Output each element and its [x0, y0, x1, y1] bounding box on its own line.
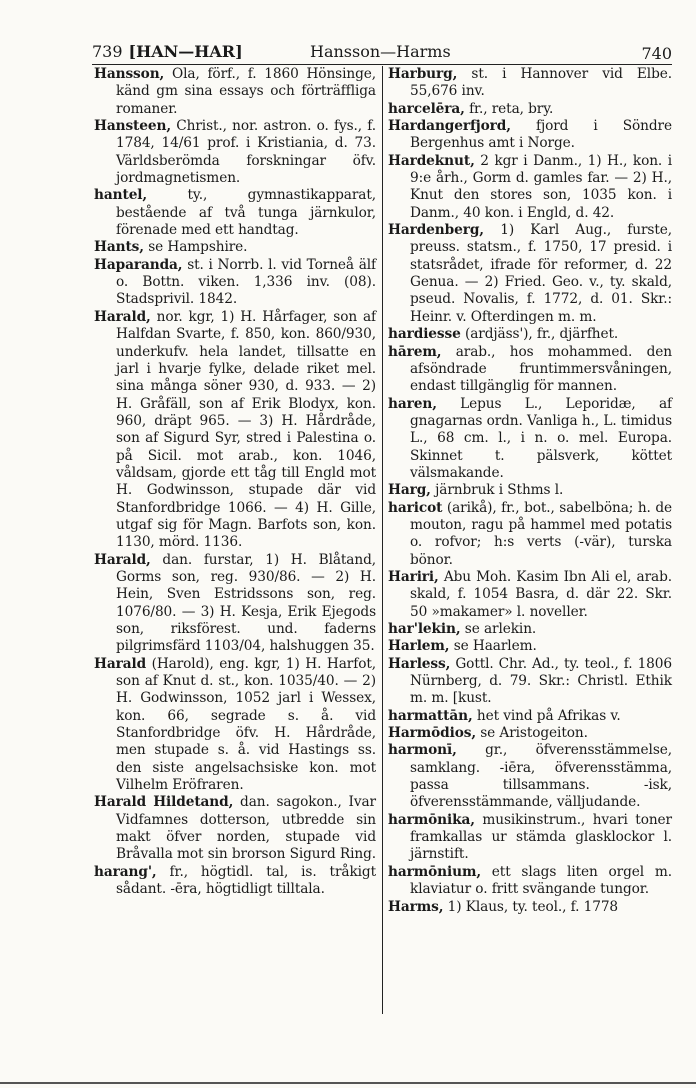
entry-harang: [94, 864, 376, 899]
definition: se Hampshire.: [143, 239, 248, 256]
headword: harmattān,: [388, 707, 473, 724]
entry-hardenberg: [388, 222, 672, 326]
definition: Christ., nor. astron. o. fys., f. 1784, 14/61 prof. i Kristiania, d. 73. Världsberömda forskningar öfv. jordmagnetismen.: [116, 118, 376, 187]
entry-harlekin: [388, 621, 672, 638]
entry-harald-hildetand: [94, 794, 376, 863]
headword: Harless,: [388, 655, 451, 672]
header-rule: [92, 64, 672, 65]
entry-harald-dan: [94, 552, 376, 656]
entry-haricot: [388, 500, 672, 569]
entry-harald-nor: [94, 309, 376, 552]
entry-harburg: [388, 66, 672, 101]
entry-hansson: [94, 66, 376, 118]
definition: järnbruk i Sthms l.: [430, 482, 564, 499]
definition: se Haarlem.: [449, 638, 537, 655]
entry-harmoni: [388, 742, 672, 811]
headword: Harms,: [388, 898, 444, 915]
definition: se arlekin.: [460, 621, 537, 637]
definition: dan. furstar, 1) H. Blåtand, Gorms son, reg. 930/86. — 2) H. Hein, Sven Estridssons son, reg. 1076/80. — 3) H. Kesja, Erik Ejegods son, riksförest. und. faderns pilgrimsfärd 1103/04, halshuggen 35.: [116, 551, 376, 655]
entry-harald-eng: [94, 656, 376, 795]
definition: ett slags liten orgel m. klaviatur o. fritt svängande tungor.: [410, 863, 672, 898]
headword: harcelēra,: [388, 100, 465, 117]
page-header: [92, 38, 672, 66]
headword: Hardenberg,: [388, 222, 484, 239]
entry-harmattan: [388, 708, 672, 725]
headword: Hardeknut,: [388, 152, 475, 169]
guide-words: [HAN—HAR]: [128, 42, 243, 61]
definition: (ardjäss'), fr., djärfhet.: [460, 326, 619, 343]
entry-hariri: [388, 569, 672, 621]
headword: Harlem,: [388, 638, 450, 655]
headword: har'lekin,: [388, 621, 461, 637]
page-number-left: 739: [92, 42, 123, 61]
definition: st. i Norrb. l. vid Torneå älf o. Bottn. viken. 1,336 inv. (08). Stadsprivil. 1842.: [116, 256, 376, 308]
entry-hardangerfjord: [388, 118, 672, 153]
definition: dan. sagokon., Ivar Vidfamnes dotterson, utbredde sin makt öfver norden, stupade vid Bråvalla mot sin brorson Sigurd Ring.: [116, 794, 376, 863]
entry-harless: [388, 656, 672, 708]
right-column: [388, 66, 672, 916]
definition: arab., hos mohammed. den afsöndrade fruntimmersvåningen, endast tillgänglig för mannen.: [410, 343, 672, 395]
entry-hants: [94, 239, 376, 256]
headword: Hariri,: [388, 568, 439, 585]
entry-harmodios: [388, 725, 672, 742]
headword: harang',: [94, 863, 157, 880]
definition: fr., reta, bry.: [464, 100, 554, 117]
headword: Hardangerfjord,: [388, 118, 511, 135]
entry-harg: [388, 482, 672, 499]
headword: Hansteen,: [94, 118, 172, 135]
headword: Harald: [94, 655, 147, 672]
headword: Harmōdios,: [388, 725, 476, 742]
entry-haren: [388, 396, 672, 483]
headword: Harald,: [94, 308, 151, 325]
headword: harmōnium,: [388, 863, 481, 880]
headword: hārem,: [388, 343, 442, 360]
headword: harmonī,: [388, 742, 457, 759]
definition: fjord i Söndre Bergenhus amt i Norge.: [410, 118, 672, 152]
page-number-right: 740: [641, 44, 672, 63]
definition: (arikå), fr., bot., sabelböna; h. de mouton, ragu på hammel med potatis o. rofvor; h:s verts (-vär), turska bönor.: [410, 499, 672, 568]
definition: 2 kgr i Danm., 1) H., kon. i 9:e årh., Gorm d. gamles far. — 2) H., Knut den stores son, 1035 kon. i Danm., 40 kon. i Engld, d. 42.: [410, 152, 672, 221]
entry-harlem: [388, 638, 672, 655]
entry-hantel: [94, 187, 376, 239]
headword: Harald,: [94, 551, 151, 568]
headword: Hansson,: [94, 66, 165, 82]
definition: ty., gymnastikapparat, bestående af två tunga järnkulor, förenade med ett handtag.: [116, 187, 376, 239]
headword: Harburg,: [388, 66, 458, 82]
entry-harmonium: [388, 864, 672, 899]
definition: se Aristogeiton.: [476, 725, 588, 742]
headword: harmōnika,: [388, 811, 475, 828]
definition: (Harold), eng. kgr, 1) H. Harfot, son af Knut d. st., kon. 1035/40. — 2) H. Godwinsson, 1052 jarl i Wessex, kon. 66, segrade s. å. vid Stanfordbridge öfv. H. Hårdråde, men stupade s. å. vid Hastings ss. den siste angelsachsiske kon. mot Vilhelm Eröfraren.: [116, 655, 376, 794]
entry-harms: [388, 899, 672, 916]
headword: Haparanda,: [94, 256, 183, 273]
header-left: [92, 42, 243, 61]
headword: Harald Hildetand,: [94, 794, 234, 811]
definition: gr., öfverensstämmelse, samklang. -iēra, öfverensstämma, passa tillsammans. -isk, öfverensstämmande, välljudande.: [410, 742, 672, 811]
headword: haren,: [388, 395, 437, 412]
left-column: [94, 66, 376, 899]
entry-hansteen: [94, 118, 376, 187]
definition: Gottl. Chr. Ad., ty. teol., f. 1806 Nürnberg, d. 79. Skr.: Christl. Ethik m. m. [kust.: [410, 655, 672, 707]
definition: Abu Moh. Kasim Ibn Ali el, arab. skald, f. 1054 Basra, d. där 22. Skr. 50 »makamer» l. noveller.: [410, 568, 672, 620]
headword: haricot: [388, 499, 443, 516]
bottom-edge-rule: [0, 1082, 696, 1084]
definition: musikinstrum., hvari toner framkallas ur stämda glasklockor l. järnstift.: [410, 811, 672, 863]
definition: fr., högtidl. tal, is. tråkigt sådant. -ēra, högtidligt tilltala.: [116, 863, 376, 898]
entry-hardiesse: [388, 326, 672, 343]
definition: st. i Hannover vid Elbe. 55,676 inv.: [410, 66, 672, 100]
definition: Ola, förf., f. 1860 Hönsinge, känd gm sina essays och förträffliga romaner.: [116, 66, 376, 117]
headword: Harg,: [388, 482, 431, 499]
headword: hardiesse: [388, 326, 461, 343]
running-title: Hansson—Harms: [310, 42, 451, 61]
definition: nor. kgr, 1) H. Hårfager, son af Halfdan Svarte, f. 850, kon. 860/930, underkufv. hela landet, tillsatte en jarl i hvarje fylke, delade riket mel. sina många söner 930, d. 933. — 2) H. Gråfäll, son af Erik Blodyx, kon. 960, dräpt 965. — 3) H. Hårdråde, son af Sigurd Syr, stred i Palestina o. på Sicil. mot arab., kon. 1046, våldsam, gjorde ett tåg till Engld mot H. Godwinsson, stupade där vid Stanfordbridge 1066. — 4) H. Gille, utgaf sig för Magn. Barfots son, kon. 1130, mörd. 1136.: [116, 308, 376, 551]
entry-harmonika: [388, 812, 672, 864]
definition: 1) Klaus, ty. teol., f. 1778: [443, 898, 619, 915]
headword: Hants,: [94, 239, 144, 256]
entry-harcelera: [388, 101, 672, 118]
entry-hardeknut: [388, 153, 672, 222]
entry-harem: [388, 344, 672, 396]
definition: het vind på Afrikas v.: [472, 707, 621, 724]
definition: Lepus L., Leporidæ, af gnagarnas ordn. Vanliga h., L. timidus L., 68 cm. l., i n. o. mel. Europa. Skinnet t. pälsverk, köttet välsmakande.: [410, 395, 672, 481]
definition: 1) Karl Aug., furste, preuss. statsm., f. 1750, 17 presid. i statsrådet, ifrade för reformer, d. 22 Genua. — 2) Fried. Geo. v., ty. skald, pseud. Novalis, f. 1772, d. 01. Skr.: Heinr. v. Ofterdingen m. m.: [410, 222, 672, 325]
headword: hantel,: [94, 187, 148, 204]
column-divider: [382, 66, 383, 1014]
entry-haparanda: [94, 257, 376, 309]
